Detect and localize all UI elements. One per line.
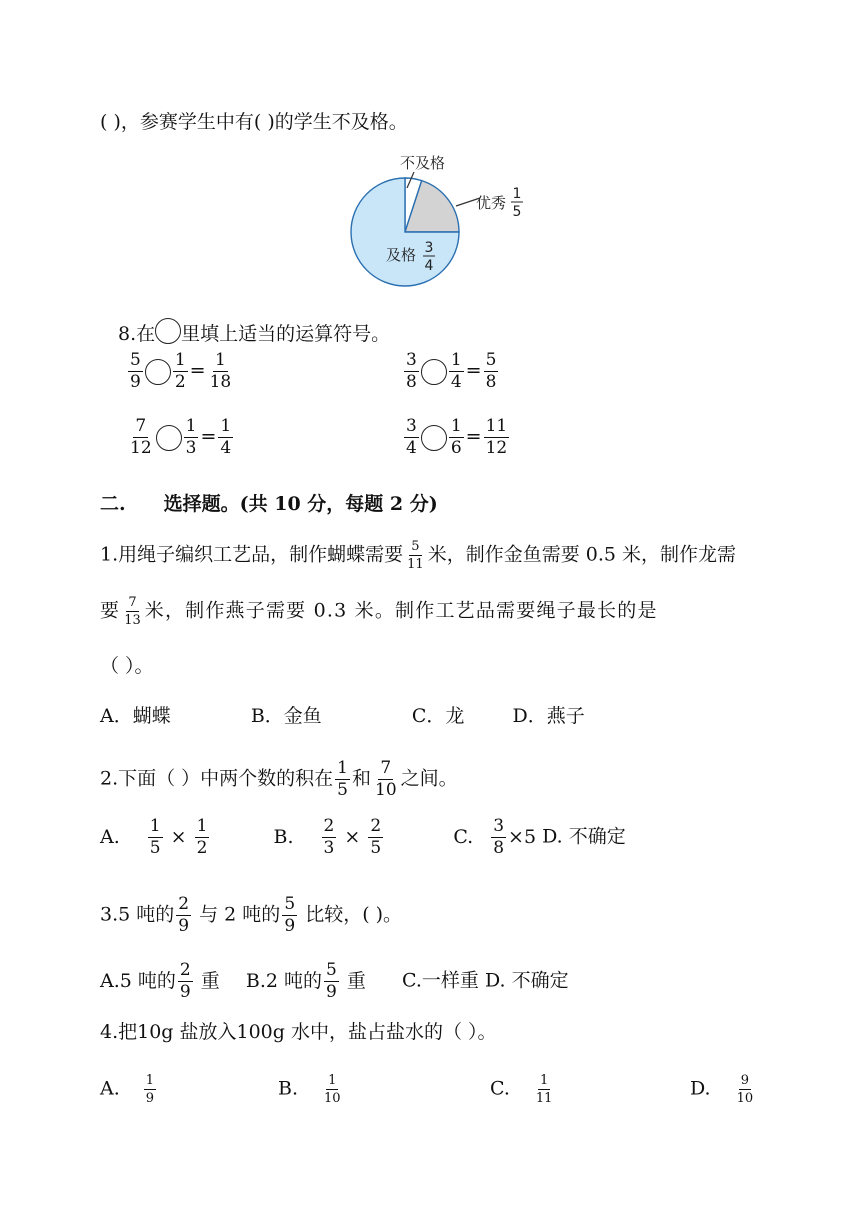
- option-d[interactable]: D. 不确定: [484, 969, 569, 992]
- c1-line2: 要 $\frac{7}{13}$ 米，制作燕子需要 0.3 米。制作工艺品需要绳子最长的是: [100, 595, 658, 628]
- operator-blank[interactable]: [421, 425, 447, 451]
- q8-title-prefix: 8.在: [118, 323, 156, 345]
- section-heading: [100, 492, 438, 516]
- excellent-label: 优秀: [476, 194, 507, 212]
- fail-label: 不及格: [400, 154, 446, 172]
- option-b[interactable]: B．金鱼: [250, 705, 322, 727]
- c4-option-d[interactable]: D. $\frac{9}{10}$: [690, 1073, 754, 1106]
- c1-blank: （ ）。: [100, 655, 154, 677]
- operator-blank[interactable]: [421, 359, 447, 385]
- option-a[interactable]: A. $\frac{1}{5}$ × $\frac{1}{2}$: [100, 816, 208, 858]
- section-number: 二.: [100, 493, 126, 515]
- q8-title: [118, 318, 390, 346]
- option-d[interactable]: D. 不确定: [542, 825, 626, 848]
- excellent-frac-num: 1: [512, 186, 522, 202]
- c4-question: 4.把10g 盐放入100g 水中，盐占盐水的（ ）。: [100, 1021, 497, 1043]
- pie-slices: [351, 178, 459, 286]
- operator-blank[interactable]: [145, 359, 171, 385]
- c1-options: [100, 704, 585, 728]
- q8-title-suffix: 里填上适当的运算符号。: [181, 323, 391, 345]
- pie-chart: [350, 148, 550, 288]
- excellent-frac-den: 5: [512, 204, 522, 220]
- operator-blank[interactable]: [156, 425, 182, 451]
- q7-line: ( )，参赛学生中有( )的学生不及格。: [100, 111, 408, 133]
- option-c[interactable]: C．龙: [411, 705, 465, 727]
- option-d[interactable]: D．燕子: [512, 705, 585, 727]
- option-a[interactable]: A．蝴蝶: [100, 705, 171, 727]
- option-c[interactable]: C. $\frac{3}{8}$ ×5: [453, 816, 537, 858]
- option-b[interactable]: B.2 吨的 $\frac{5}{9}$ 重: [245, 960, 366, 1002]
- c1-line1: 1.用绳子编织工艺品，制作蝴蝶需要 $\frac{5}{11}$ 米，制作金鱼需要 0.5 米，制作龙需: [100, 539, 736, 572]
- c4-option-a[interactable]: A. $\frac{1}{9}$: [100, 1073, 155, 1106]
- c4-option-c[interactable]: C. $\frac{1}{11}$: [490, 1073, 553, 1106]
- pass-frac-num: 3: [424, 240, 434, 256]
- c3-options: [100, 962, 569, 1001]
- option-a[interactable]: A.5 吨的 $\frac{2}{9}$ 重: [100, 960, 220, 1002]
- q8-problem-2: $\frac{3}{8}$ $\frac{1}{4}$ = $\frac{5}{8}$: [406, 350, 497, 392]
- option-c[interactable]: C.一样重: [402, 969, 479, 992]
- q8-problem-3: $\frac{7}{12}$ $\frac{1}{3}$ = $\frac{1}{4}$: [130, 416, 232, 458]
- c2-question: 2.下面（ ）中两个数的积在 $\frac{1}{5}$ 和 $\frac{7}{10}$ 之间。: [100, 758, 458, 800]
- section-title: 选择题。(共 10 分，每题 2 分): [163, 493, 438, 515]
- option-b[interactable]: B. $\frac{2}{3}$ × $\frac{2}{5}$: [273, 816, 382, 858]
- operator-circle-icon: [155, 318, 181, 344]
- pass-frac-den: 4: [424, 258, 434, 274]
- q8-problem-1: $\frac{5}{9}$ $\frac{1}{2}$ = $\frac{1}{18}$: [130, 350, 232, 392]
- c3-question: 3.5 吨的 $\frac{2}{9}$ 与 2 吨的 $\frac{5}{9}$ 比较，( )。: [100, 894, 403, 936]
- pass-label: 及格: [386, 246, 417, 264]
- q8-problem-4: $\frac{3}{4}$ $\frac{1}{6}$ = $\frac{11}{12}$: [406, 416, 508, 458]
- c2-options: [100, 818, 626, 857]
- c4-option-b[interactable]: B. $\frac{1}{10}$: [278, 1073, 341, 1106]
